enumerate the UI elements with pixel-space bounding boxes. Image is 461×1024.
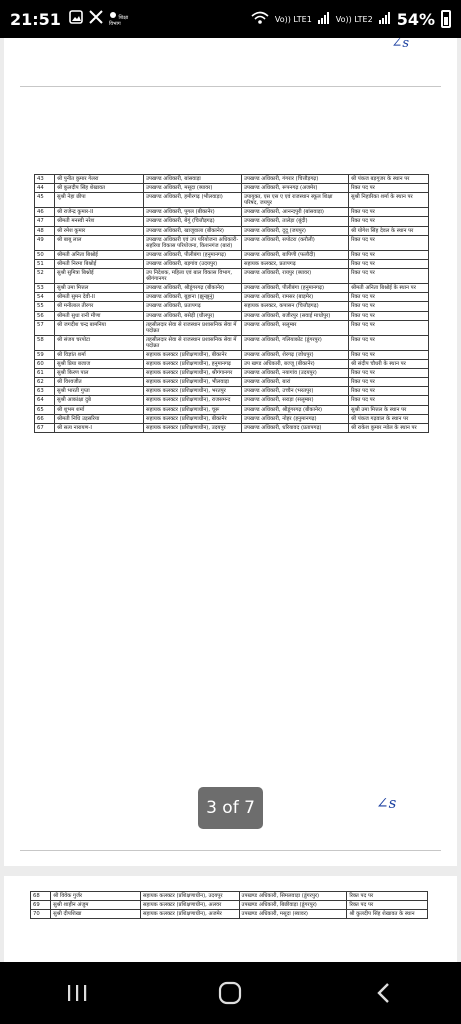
serial-number-cell: 49 [35, 235, 55, 250]
signal-icon [318, 12, 330, 27]
divider [20, 86, 441, 87]
table-row [35, 226, 429, 235]
current-posting-cell: उपखण्ड अधिकारी, बुहाना (झुन्झुनूं) [144, 293, 242, 302]
serial-number-cell: 69 [31, 901, 51, 910]
serial-number-cell: 70 [31, 910, 51, 919]
new-posting-cell: उपखण्ड अधिकारी, रायपुर (ब्यावर) [242, 269, 349, 284]
table-row [35, 184, 429, 193]
current-posting-cell: उपखण्ड अधिकारी, पीलीबंगा (हनुमानगढ़) [144, 250, 242, 259]
remark-cell: रिक्त पद पर [349, 311, 429, 320]
serial-number-cell: 53 [35, 284, 55, 293]
current-posting-cell: उपखण्ड अधिकारी, बांसवाड़ा [144, 175, 242, 184]
new-posting-cell: उपखण्ड अधिकारी, सिमलवाड़ा (डूंगरपुर) [239, 892, 347, 901]
current-posting-cell: सहायक कलक्टर (प्रशिक्षणाधीन), भीलवाड़ा [144, 378, 242, 387]
remark-cell: रिक्त पद पर [347, 901, 428, 910]
current-posting-cell: सहायक कलक्टर (प्रशिक्षणाधीन), बीकानेर [144, 350, 242, 359]
officer-name-cell: सुश्री सुमित्रा बिश्नोई [55, 269, 144, 284]
remark-cell: रिक्त पद पर [349, 217, 429, 226]
serial-number-cell: 48 [35, 226, 55, 235]
table-row [35, 350, 429, 359]
table-row [35, 396, 429, 405]
remark-cell: रिक्त पद पर [349, 293, 429, 302]
remark-cell: सुश्री निहारिका शर्मा के स्थान पर [349, 193, 429, 208]
notification-icons [69, 10, 131, 28]
remark-cell: रिक्त पद पर [349, 208, 429, 217]
officer-name-cell: श्रीमती निधि उड़सरिया [55, 414, 144, 423]
remark-cell: श्री संदीप चौधरी के स्थान पर [349, 360, 429, 369]
officer-name-cell: श्री संजय चरपोटा [55, 335, 144, 350]
officer-name-cell: श्री विज्ञांत शर्मा [55, 350, 144, 359]
serial-number-cell: 63 [35, 387, 55, 396]
remark-cell: श्रीमती अनिता बिश्नोई के स्थान पर [349, 284, 429, 293]
new-posting-cell: उपखण्ड अधिकारी, धरियावद (प्रतापगढ़) [242, 423, 349, 432]
serial-number-cell: 65 [35, 405, 55, 414]
remark-cell: रिक्त पद पर [349, 235, 429, 250]
serial-number-cell: 60 [35, 360, 55, 369]
officer-name-cell: सुश्री शाहीन अंजुम [51, 901, 141, 910]
serial-number-cell: 44 [35, 184, 55, 193]
new-posting-cell: उपखण्ड अधिकारी, तालेड़ा (बूंदी) [242, 217, 349, 226]
officer-name-cell: श्री जगदीश चन्द्र बामनिया [55, 320, 144, 335]
serial-number-cell: 59 [35, 350, 55, 359]
table-row [31, 910, 428, 919]
remark-cell: रिक्त पद पर [349, 302, 429, 311]
table-row [35, 405, 429, 414]
current-posting-cell: सहायक कलक्टर (प्रशिक्षणाधीन), बीकानेर [144, 414, 242, 423]
officer-name-cell: श्री बाबू लाल [55, 235, 144, 250]
remark-cell: रिक्त पद पर [349, 335, 429, 350]
officer-name-cell: श्री विवेक गुर्जर [51, 892, 141, 901]
new-posting-cell: उपखण्ड अधिकारी, उच्चैन (भरतपुर) [242, 387, 349, 396]
officer-name-cell: श्रीमती मनस्वी नरेश [55, 217, 144, 226]
current-posting-cell: सहायक कलक्टर (प्रशिक्षणाधीन), अलवर [140, 901, 239, 910]
new-posting-cell: उपखण्ड अधिकारी, बिछीवाड़ा (डूंगरपुर) [239, 901, 347, 910]
serial-number-cell: 66 [35, 414, 55, 423]
table-row [35, 250, 429, 259]
pdf-viewer[interactable] [0, 38, 461, 962]
remark-cell: रिक्त पद पर [349, 369, 429, 378]
current-posting-cell: उपखण्ड अधिकारी, श्रीडूंगरगढ़ (बीकानेर) [144, 284, 242, 293]
officer-name-cell: श्री मनीलाल तीरगर [55, 302, 144, 311]
new-posting-cell: उपखण्ड अधिकारी, शेरगढ़ (जोधपुर) [242, 350, 349, 359]
table-row [35, 235, 429, 250]
serial-number-cell: 68 [31, 892, 51, 901]
remark-cell: रिक्त पद पर [349, 387, 429, 396]
table-row [35, 335, 429, 350]
remark-cell: श्री कुलदीप सिंह शेखावत के स्थान [347, 910, 428, 919]
current-posting-cell: सहायक कलक्टर (प्रशिक्षणाधीन), उदयपुर [144, 423, 242, 432]
remark-cell: रिक्त पद पर [349, 184, 429, 193]
page-indicator: 3 of 7 [198, 787, 263, 829]
new-posting-cell: उपखण्ड अधिकारी, बारां [242, 378, 349, 387]
current-posting-cell: सहायक कलक्टर (प्रशिक्षणाधीन), अजमेर [140, 910, 239, 919]
current-posting-cell: सहायक कलक्टर (प्रशिक्षणाधीन), हनुमानगढ़ [144, 360, 242, 369]
home-icon[interactable] [200, 973, 260, 1013]
current-posting-cell: उप निदेशक, महिला एवं बाल विकास विभाग, श्रीगंगानगर [144, 269, 242, 284]
new-posting-cell: उप खण्ड अधिकारी, बज्जू (बीकानेर) [242, 360, 349, 369]
table-row [35, 217, 429, 226]
current-posting-cell: सहायक कलक्टर (प्रशिक्षणाधीन), श्रीगंगानगर [144, 369, 242, 378]
new-posting-cell: उपखण्ड अधिकारी, गलियाकोट (डूंगरपुर) [242, 335, 349, 350]
transfer-table-continued [30, 891, 428, 919]
shiksha-icon [109, 11, 131, 27]
officer-name-cell: श्री राजेन्द्र कुमार-II [55, 208, 144, 217]
current-posting-cell: उपखण्ड अधिकारी, बड़गांव (उदयपुर) [144, 259, 242, 268]
table-row [35, 378, 429, 387]
new-posting-cell: उपखण्ड अधिकारी, पीलीबंगा (हनुमानगढ़) [242, 284, 349, 293]
signature: ∠s [391, 38, 409, 51]
officer-name-cell: श्री सत्य नारायण-I [55, 423, 144, 432]
battery-level: 54% [396, 9, 435, 29]
officer-name-cell: श्री पुनीत कुमार गेलरा [55, 175, 144, 184]
remark-cell: श्री पंकज गढ़वाल के स्थान पर [349, 414, 429, 423]
clock: 21:51 [10, 9, 61, 29]
new-posting-cell: उपखण्ड अधिकारी, नोहर (हनुमानगढ़) [242, 414, 349, 423]
table-row [35, 311, 429, 320]
remark-cell: रिक्त पद पर [349, 350, 429, 359]
new-posting-cell: उपखण्ड अधिकारी, सपोटरा (करौली) [242, 235, 349, 250]
table-row [35, 193, 429, 208]
remark-cell: रिक्त पद पर [349, 378, 429, 387]
officer-name-cell: सुश्री आकांक्षा दुबे [55, 396, 144, 405]
status-right [251, 10, 451, 29]
officer-name-cell: श्रीमती सुधा रानी मीणा [55, 311, 144, 320]
table-row [35, 293, 429, 302]
current-posting-cell: उपखण्ड अधिकारी, हमीरगढ़ (भीलवाड़ा) [144, 193, 242, 208]
current-posting-cell: तहसीलदार सेवा से राजस्थान प्रशासनिक सेवा में पदोन्नत [144, 320, 242, 335]
table-row [31, 901, 428, 910]
officer-name-cell: श्री कुलदीप सिंह शेखावत [55, 184, 144, 193]
shiksha-label: शिक्षा विभाग [108, 15, 129, 27]
current-posting-cell: उपखण्ड अधिकारी, प्रतापगढ़ [144, 302, 242, 311]
serial-number-cell: 56 [35, 311, 55, 320]
remark-cell: रिक्त पद पर [349, 320, 429, 335]
x-icon [89, 10, 103, 28]
serial-number-cell: 58 [35, 335, 55, 350]
new-posting-cell: उपखण्ड अधिकारी, बापिणी (फलौदी) [242, 250, 349, 259]
serial-number-cell: 45 [35, 193, 55, 208]
new-posting-cell: उपखण्ड अधिकारी, मसूदा (ब्यावर) [239, 910, 347, 919]
new-posting-cell: उपखण्ड अधिकारी, रामसर (बाड़मेर) [242, 293, 349, 302]
remark-cell: रिक्त पद पर [349, 259, 429, 268]
serial-number-cell: 64 [35, 396, 55, 405]
remark-cell: रिक्त पद पर [347, 892, 428, 901]
signal-2: Vo)) LTE2 [335, 14, 373, 24]
officer-name-cell: श्रीमती निरमा बिश्नोई [55, 259, 144, 268]
current-posting-cell: उपखण्ड अधिकारी, मसूदा (ब्यावर) [144, 184, 242, 193]
back-icon[interactable] [354, 973, 414, 1013]
serial-number-cell: 47 [35, 217, 55, 226]
table-row [35, 259, 429, 268]
table-row [35, 284, 429, 293]
gallery-icon [69, 10, 83, 28]
current-posting-cell: सहायक कलक्टर (प्रशिक्षणाधीन), उदयपुर [140, 892, 239, 901]
officer-name-cell: श्री विश्वजीत [55, 378, 144, 387]
table-row [35, 414, 429, 423]
remark-cell: सुश्री उमा मित्तल के स्थान पर [349, 405, 429, 414]
table-row [35, 387, 429, 396]
remark-cell: रिक्त पद पर [349, 269, 429, 284]
new-posting-cell: उपखण्ड अधिकारी, गंगरार (चित्तौड़गढ़) [242, 175, 349, 184]
new-posting-cell: उपखण्ड अधिकारी, दूदू (जयपुर) [242, 226, 349, 235]
new-posting-cell: उपखण्ड अधिकारी, सराड़ा (सलूम्बर) [242, 396, 349, 405]
remark-cell: रिक्त पद पर [349, 250, 429, 259]
officer-name-cell: सुश्री भारती गुप्ता [55, 387, 144, 396]
serial-number-cell: 61 [35, 369, 55, 378]
table-row [31, 892, 428, 901]
new-posting-cell: सहायक कलक्टर, कपासन (चित्तौड़गढ़) [242, 302, 349, 311]
new-posting-cell: उपखण्ड अधिकारी, आनन्दपुरी (बांसवाड़ा) [242, 208, 349, 217]
new-posting-cell: उपखण्ड अधिकारी, नयागांव (उदयपुर) [242, 369, 349, 378]
officer-name-cell: श्रीमती सुमन देवी-II [55, 293, 144, 302]
pdf-page-4 [4, 876, 457, 962]
new-posting-cell: उपायुक्त, एस एस ए एवं राजस्थान स्कूल शिक्षा परिषद, जयपुर [242, 193, 349, 208]
table-row [35, 302, 429, 311]
current-posting-cell: सहायक कलक्टर (प्रशिक्षणाधीन), राजसमन्द [144, 396, 242, 405]
table-row [35, 208, 429, 217]
table-row [35, 360, 429, 369]
serial-number-cell: 52 [35, 269, 55, 284]
current-posting-cell: सहायक कलक्टर (प्रशिक्षणाधीन), चूरू [144, 405, 242, 414]
current-posting-cell: उपखण्ड अधिकारी, बेगूं (चित्तौड़गढ़) [144, 217, 242, 226]
table-row [35, 320, 429, 335]
new-posting-cell: उपखण्ड अधिकारी, रूपनगढ़ (अजमेर) [242, 184, 349, 193]
pdf-page-3 [4, 120, 457, 866]
new-posting-cell: उपखण्ड अधिकारी, श्रीडूंगरगढ़ (बीकानेर) [242, 405, 349, 414]
battery-icon [441, 10, 451, 28]
officer-name-cell: सुश्री नेहा छीपा [55, 193, 144, 208]
current-posting-cell: उपखण्ड अधिकारी, पूगल (बीकानेर) [144, 208, 242, 217]
remark-cell: श्री योगेश सिंह देवल के स्थान पर [349, 226, 429, 235]
serial-number-cell: 62 [35, 378, 55, 387]
serial-number-cell: 51 [35, 259, 55, 268]
divider [20, 850, 441, 851]
table-row [35, 423, 429, 432]
remark-cell: श्री राकेश कुमार न्योल के स्थान पर [349, 423, 429, 432]
status-bar [0, 0, 461, 38]
new-posting-cell: उपखण्ड अधिकारी, बजीरपुर (सवाई माधोपुर) [242, 311, 349, 320]
navigation-bar [0, 962, 461, 1024]
serial-number-cell: 57 [35, 320, 55, 335]
current-posting-cell: उपखण्ड अधिकारी एवं उप परियोजना अधिकारी-सहरिया विकास परियोजना, किशनगंज (बारां) [144, 235, 242, 250]
officer-name-cell: श्रीमती अनिता बिश्नोई [55, 250, 144, 259]
current-posting-cell: तहसीलदार सेवा से राजस्थान प्रशासनिक सेवा में पदोन्नत [144, 335, 242, 350]
new-posting-cell: सहायक कलक्टर, प्रतापगढ़ [242, 259, 349, 268]
serial-number-cell: 50 [35, 250, 55, 259]
officer-name-cell: सुश्री उमा मित्तल [55, 284, 144, 293]
signal-icon [379, 12, 391, 27]
recent-apps-icon[interactable] [47, 973, 107, 1013]
officer-name-cell: सुश्री प्रिया बजाज [55, 360, 144, 369]
new-posting-cell: उपखण्ड अधिकारी, सलूम्बर [242, 320, 349, 335]
serial-number-cell: 46 [35, 208, 55, 217]
table-row [35, 269, 429, 284]
serial-number-cell: 43 [35, 175, 55, 184]
serial-number-cell: 55 [35, 302, 55, 311]
officer-name-cell: श्री रमेश कुमार [55, 226, 144, 235]
officer-name-cell: सुश्री दीपशिखा [51, 910, 141, 919]
signal-1: Vo)) LTE1 [274, 14, 312, 24]
current-posting-cell: उपखण्ड अधिकारी, बसेड़ी (धौलपुर) [144, 311, 242, 320]
remark-cell: श्री पंकज बड़गूजर के स्थान पर [349, 175, 429, 184]
remark-cell: रिक्त पद पर [349, 396, 429, 405]
officer-name-cell: सुश्री किरण पाल [55, 369, 144, 378]
table-row [35, 175, 429, 184]
wifi-icon [251, 11, 269, 28]
signature: ∠s [376, 794, 397, 812]
serial-number-cell: 67 [35, 423, 55, 432]
table-row [35, 369, 429, 378]
transfer-table [34, 174, 429, 433]
current-posting-cell: उपखण्ड अधिकारी, खाजूवाला (बीकानेर) [144, 226, 242, 235]
serial-number-cell: 54 [35, 293, 55, 302]
current-posting-cell: सहायक कलक्टर (प्रशिक्षणाधीन), भरतपुर [144, 387, 242, 396]
officer-name-cell: श्री शुभम शर्मा [55, 405, 144, 414]
